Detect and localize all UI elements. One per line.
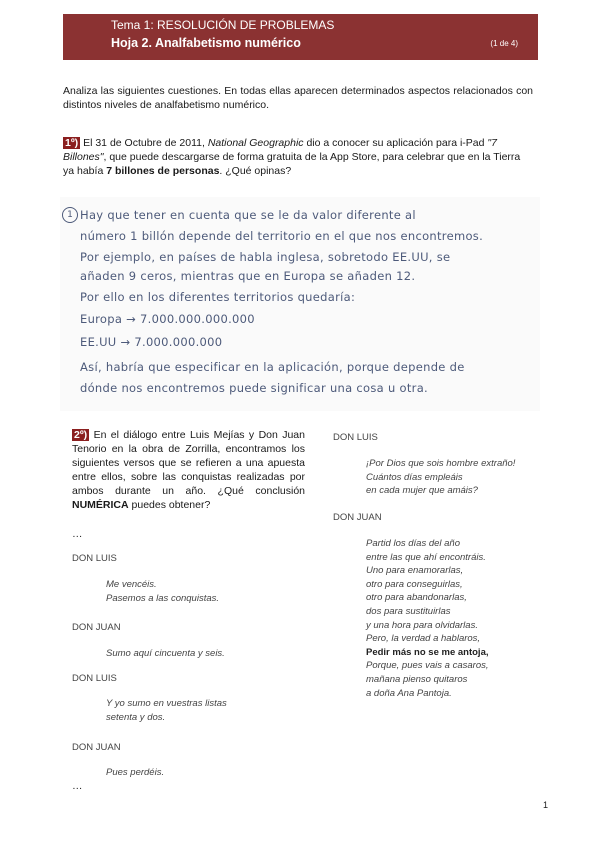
verse-line: Partid los días del año [366, 538, 461, 549]
q2-highlight: NUMÉRICA [72, 499, 129, 511]
handwritten-line: Hay que tener en cuenta que se le da valor diferente al [80, 208, 416, 222]
verse-line: entre las que ahí encontráis. [366, 551, 486, 563]
question-1 [63, 136, 533, 178]
verse-line: dos para sustituirlas [366, 605, 451, 617]
verse-line: ¡Por Dios que sois hombre extraño! [366, 458, 516, 469]
question-2-number: 2º) [74, 429, 88, 441]
speaker-don-luis: DON LUIS [333, 432, 378, 443]
header-title: Tema 1: RESOLUCIÓN DE PROBLEMAS [111, 18, 335, 32]
speaker-don-luis: DON LUIS [72, 673, 117, 684]
ellipsis-bottom: … [72, 780, 83, 792]
speaker-don-luis: DON LUIS [72, 553, 117, 564]
verse-line: Sumo aquí cincuenta y seis. [106, 648, 225, 659]
handwritten-line: EE.UU → 7.000.000.000 [80, 335, 223, 349]
q1-publication: National Geographic [207, 137, 304, 149]
handwritten-answer [60, 197, 540, 411]
header-banner [63, 14, 538, 60]
ellipsis-top: … [72, 528, 83, 540]
verse-block [106, 697, 227, 724]
q1-text-d: . ¿Qué opinas? [219, 165, 292, 177]
handwritten-line: Así, habría que especificar en la aplicación, porque depende de [80, 360, 465, 374]
verse-line: a doña Ana Pantoja. [366, 687, 452, 699]
page-count: (1 de 4) [490, 39, 518, 48]
handwritten-line: Por ello en los diferentes territorios quedaría: [80, 290, 356, 304]
verse-block [106, 578, 219, 605]
question-1-number: 1º) [65, 137, 79, 149]
intro-paragraph: Analiza las siguientes cuestiones. En todas ellas aparecen determinados aspectos relacionados con distintos niveles de analfabetismo numérico. [63, 85, 533, 111]
verse-line: Pedir más no se me antoja, [366, 646, 489, 658]
verse-line: Uno para enamorarlas, [366, 565, 464, 577]
verse-block [366, 537, 489, 700]
question-2 [72, 428, 305, 512]
page-number: 1 [542, 800, 548, 810]
verse-block [106, 647, 225, 661]
verse-line: Pero, la verdad a hablaros, [366, 633, 481, 645]
verse-block [106, 766, 164, 780]
q1-text-b: dio a conocer su aplicación para i-Pad [303, 137, 488, 149]
verse-line: Y yo sumo en vuestras listas [106, 698, 227, 709]
verse-line: Pues perdéis. [106, 767, 165, 778]
speaker-don-juan: DON JUAN [72, 742, 121, 753]
handwritten-line: número 1 billón depende del territorio en el que nos encontremos. [80, 229, 484, 243]
verse-line: Cuántos días empleáis [366, 471, 463, 483]
verse-line: Me vencéis. [106, 579, 157, 590]
q1-app-name: "7 Billones" [63, 137, 497, 163]
q1-highlight: 7 billones de personas [106, 165, 220, 177]
handwritten-line: Europa → 7.000.000.000.000 [80, 312, 255, 326]
handwritten-line: añaden 9 ceros, mientras que en Europa se añaden 12. [80, 269, 416, 283]
speaker-don-juan: DON JUAN [72, 622, 121, 633]
verse-line: Porque, pues vais a casaros, [366, 660, 489, 672]
handwritten-line: Por ejemplo, en países de habla inglesa, sobretodo EE.UU, se [80, 250, 451, 264]
verse-line: en cada mujer que amáis? [366, 485, 478, 497]
q2-text-b: puedes obtener? [128, 499, 211, 511]
speaker-don-juan: DON JUAN [333, 512, 382, 523]
verse-block [366, 457, 515, 498]
q1-text-c: , que puede descargarse de forma gratuita de la App Store, para celebrar que en la Tierra ya había [63, 151, 521, 177]
handwritten-line: dónde nos encontremos puede significar una cosa u otra. [80, 381, 428, 395]
verse-line: y una hora para olvidarlas. [366, 619, 478, 631]
verse-line: setenta y dos. [106, 711, 166, 723]
answer-marker: 1 [62, 207, 78, 223]
q2-text-a: En el diálogo entre Luis Mejías y Don Juan Tenorio en la obra de Zorrilla, encontramos los siguientes versos que se refieren a una apuesta entre ellos, sobre las conquistas realizadas por ambos durante un año. ¿Qué conclusión [72, 429, 305, 497]
q1-text-a: El 31 de Octubre de 2011, [80, 137, 208, 149]
verse-line: Pasemos a las conquistas. [106, 592, 220, 604]
verse-line: otro para abandonarlas, [366, 592, 467, 604]
verse-line: otro para conseguirlas, [366, 578, 463, 590]
header-subtitle: Hoja 2. Analfabetismo numérico [111, 36, 301, 50]
verse-line: mañana pienso quitaros [366, 673, 468, 685]
